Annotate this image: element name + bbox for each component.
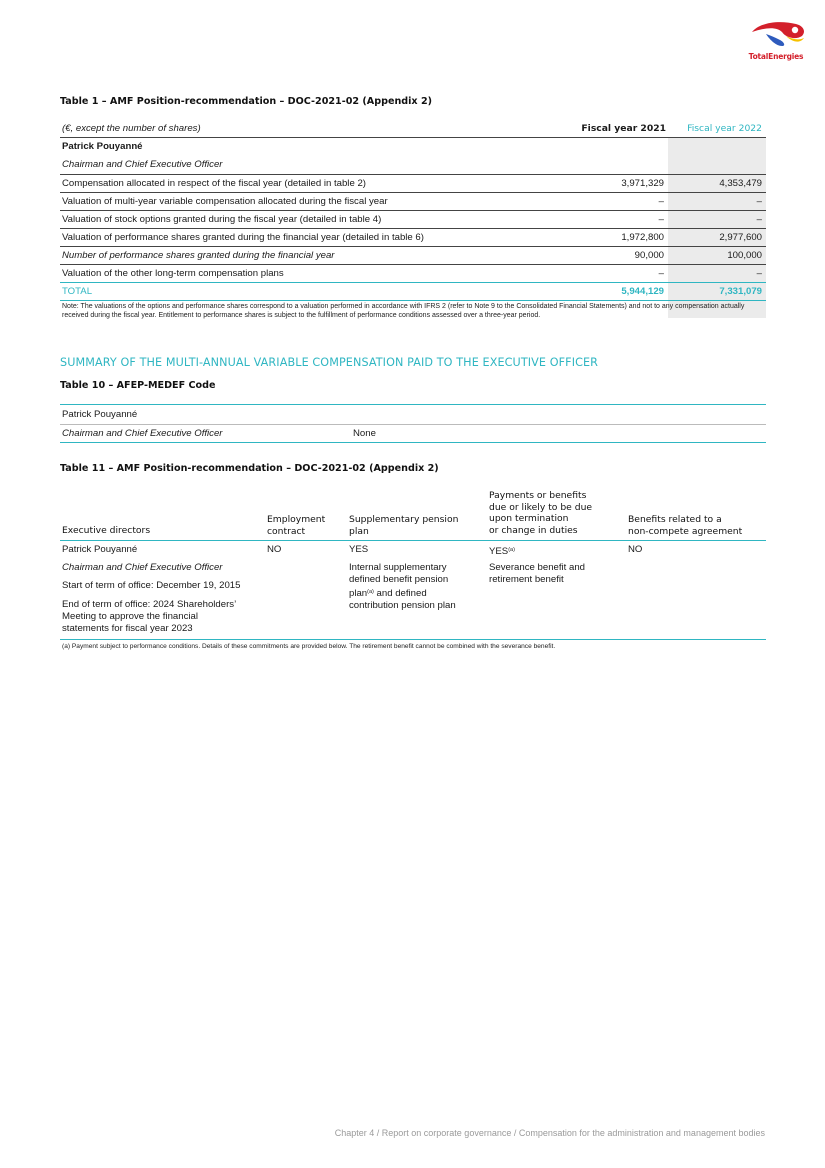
total-value-2021: 5,944,129 — [621, 286, 664, 297]
divider — [60, 442, 766, 443]
table1-header-row — [60, 120, 766, 137]
table-row — [60, 265, 766, 282]
total-row — [60, 283, 766, 300]
pension-value: YES — [349, 544, 369, 555]
payments-text: YES — [489, 546, 509, 557]
employment-value: NO — [267, 544, 282, 555]
row-value-2022: – — [756, 196, 762, 207]
payments-detail-line: Severance benefit and — [489, 562, 586, 573]
person-role: Chairman and Chief Executive Officer — [62, 562, 223, 573]
row-label: Number of performance shares granted during the financial year — [62, 250, 335, 261]
pension-detail-line: defined benefit pension — [349, 574, 449, 585]
header-line: due or likely to be due — [489, 501, 593, 513]
header-line: contract — [267, 525, 306, 537]
header-line: non-compete agreement — [628, 525, 743, 537]
header-line: plan — [349, 525, 369, 537]
section-title: SUMMARY OF THE MULTI-ANNUAL VARIABLE COMPENSATION PAID TO THE EXECUTIVE OFFICER — [60, 356, 599, 369]
row-label: Valuation of performance shares granted during the financial year (detailed in table 6) — [62, 232, 424, 243]
noncompete-value: NO — [628, 544, 643, 555]
person-name: Patrick Pouyanné — [62, 409, 138, 420]
col-fy2021: Fiscal year 2021 — [581, 123, 666, 134]
footnote-ref: (a) — [367, 589, 374, 595]
divider — [60, 639, 766, 640]
table-row — [60, 229, 766, 246]
row-value-2021: 90,000 — [634, 250, 664, 261]
person-role: Chairman and Chief Executive Officer — [62, 159, 223, 170]
row-value-2021: 1,972,800 — [621, 232, 664, 243]
row-label: Valuation of stock options granted during the fiscal year (detailed in table 4) — [62, 214, 382, 225]
row-label: Compensation allocated in respect of the fiscal year (detailed in table 2) — [62, 178, 366, 189]
pension-detail-line: contribution pension plan — [349, 600, 456, 611]
header-line: Employment — [267, 514, 326, 525]
totalenergies-logo — [742, 18, 810, 64]
end-term-line: End of term of office: 2024 Shareholders’ — [62, 599, 237, 610]
row-label: Valuation of multi-year variable compensation allocated during the fiscal year — [62, 196, 388, 207]
person-name: Patrick Pouyanné — [62, 544, 138, 555]
unit-label: (€, except the number of shares) — [62, 123, 201, 134]
row-value-2021: – — [658, 196, 664, 207]
person-name: Patrick Pouyanné — [62, 141, 143, 152]
divider — [60, 404, 766, 405]
person-role: Chairman and Chief Executive Officer — [62, 428, 223, 439]
end-term-line: statements for fiscal year 2023 — [62, 623, 193, 634]
table-row — [60, 193, 766, 210]
table1-note: Note: The valuations of the options and performance shares correspond to a valuation performed in accordance with IFRS 2 (refer to Note 9 to the Consolidated Financial Statements) and not to any compensation actually received during the fiscal year. Entitlement to performance shares is subject to the fulfillment of performance conditions assessed over a three-year period. — [62, 303, 745, 319]
pension-detail-text: and defined — [373, 588, 427, 599]
row-value-2022: – — [756, 268, 762, 279]
row-value-2022: – — [756, 214, 762, 225]
divider — [60, 300, 766, 301]
end-term-line: Meeting to approve the financial — [62, 611, 198, 622]
header-payments — [489, 490, 592, 536]
logo-wordmark: TotalEnergies — [748, 52, 804, 61]
row-value-2021: 3,971,329 — [621, 178, 664, 189]
payments-detail-line: retirement benefit — [489, 574, 564, 585]
logo-mark-icon — [746, 18, 808, 50]
header-pension — [349, 514, 458, 537]
row-label: Valuation of the other long-term compensation plans — [62, 268, 284, 279]
header-noncompete — [628, 514, 742, 537]
header-line: or change in duties — [489, 524, 578, 536]
table-row — [60, 211, 766, 228]
row-value-2021: – — [658, 214, 664, 225]
table10-value: None — [353, 428, 376, 439]
header-executive-directors: Executive directors — [62, 525, 151, 536]
table-row — [60, 247, 766, 264]
row-value-2022: 100,000 — [727, 250, 762, 261]
pension-detail — [349, 562, 456, 612]
table11-title: Table 11 – AMF Position-recommendation – DOC-2021-02 (Appendix 2) — [60, 463, 439, 474]
pension-detail-line — [349, 586, 456, 600]
pension-detail-text: plan — [349, 588, 368, 599]
table-row — [60, 175, 766, 192]
header-employment — [267, 514, 325, 537]
col-fy2022: Fiscal year 2022 — [687, 123, 762, 134]
payments-value — [489, 544, 515, 558]
row-value-2021: – — [658, 268, 664, 279]
total-label: TOTAL — [62, 286, 93, 297]
row-value-2022: 2,977,600 — [719, 232, 762, 243]
header-line: Payments or benefits — [489, 490, 587, 501]
payments-detail — [489, 562, 585, 586]
footnote-ref: (a) — [508, 547, 515, 553]
row-value-2022: 4,353,479 — [719, 178, 762, 189]
header-line: Supplementary pension — [349, 514, 459, 525]
table11-footnote: (a) Payment subject to performance conditions. Details of these commitments are provided below. The retirement benefit cannot be combined with the severance benefit. — [62, 643, 556, 650]
pension-detail-line: Internal supplementary — [349, 562, 447, 573]
start-term: Start of term of office: December 19, 2015 — [62, 580, 241, 591]
divider — [60, 540, 766, 541]
table10 — [60, 404, 766, 442]
table10-title: Table 10 – AFEP-MEDEF Code — [60, 380, 216, 391]
table1-title: Table 1 – AMF Position-recommendation – DOC-2021-02 (Appendix 2) — [60, 96, 433, 107]
header-line: Benefits related to a — [628, 514, 722, 525]
divider — [60, 424, 766, 425]
page-footer: Chapter 4 / Report on corporate governance / Compensation for the administration and management bodies — [334, 1128, 765, 1138]
end-term — [62, 599, 236, 635]
role-row — [60, 156, 766, 173]
header-line: upon termination — [489, 513, 569, 524]
person-row — [60, 138, 766, 155]
total-value-2022: 7,331,079 — [719, 286, 762, 297]
